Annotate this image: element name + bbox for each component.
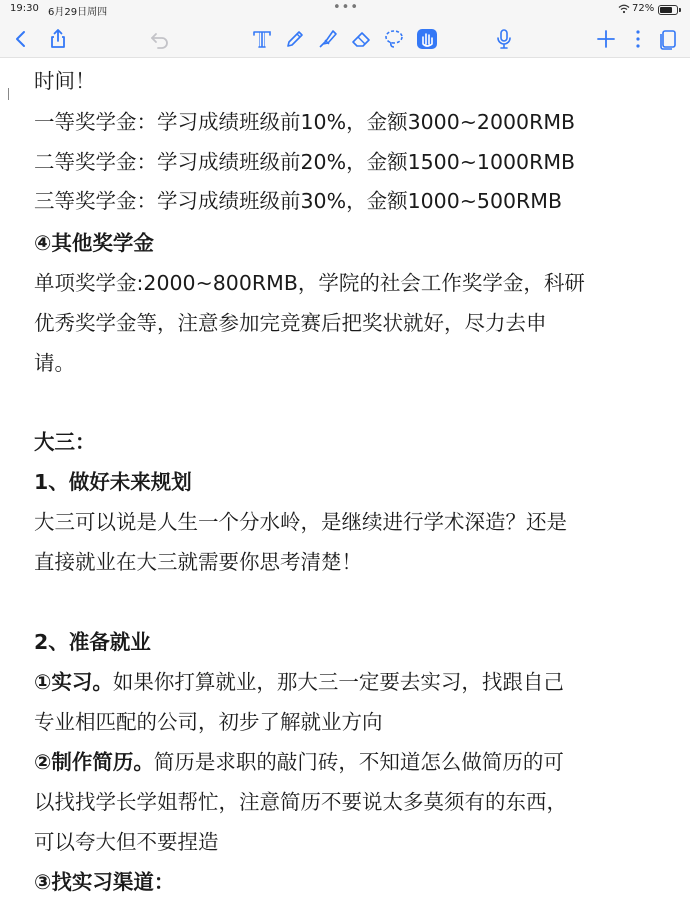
undo-icon[interactable] <box>148 27 172 51</box>
note-line: 大三可以说是人生一个分水岭，是继续进行学术深造？还是 <box>34 510 567 534</box>
chevron-left-icon[interactable] <box>10 27 34 51</box>
note-line: 时间！ <box>34 69 96 93</box>
microphone-icon[interactable] <box>492 27 516 51</box>
status-bar <box>0 0 690 20</box>
note-heading: 大三： <box>34 430 96 454</box>
note-line: 二等奖学金：学习成绩班级前20%，金额1500~1000RMB <box>34 150 576 174</box>
note-line: 可以夸大但不要捏造 <box>34 830 219 854</box>
battery-percent: 72% <box>632 3 655 14</box>
note-line: 优秀奖学金等，注意参加完竞赛后把奖状就好，尽力去申 <box>34 311 547 335</box>
note-line: 一等奖学金：学习成绩班级前10%，金额3000~2000RMB <box>34 110 576 134</box>
eraser-icon[interactable] <box>349 27 373 51</box>
pages-icon[interactable] <box>656 27 680 51</box>
pen-icon[interactable] <box>283 27 307 51</box>
note-heading: 1、做好未来规划 <box>34 470 192 494</box>
plus-icon[interactable] <box>594 27 618 51</box>
margin-mark <box>8 88 9 100</box>
lasso-icon[interactable] <box>382 27 406 51</box>
note-line: ①实习。如果你打算就业，那大三一定要去实习，找跟自己 <box>34 670 564 694</box>
note-line: 专业相匹配的公司，初步了解就业方向 <box>34 710 383 734</box>
note-heading: ③找实习渠道： <box>34 870 175 894</box>
multitasking-dots-icon[interactable]: ••• <box>333 0 360 15</box>
note-line: ②制作简历。简历是求职的敲门砖，不知道怎么做简历的可 <box>34 750 564 774</box>
more-icon[interactable] <box>626 27 650 51</box>
note-line: 三等奖学金：学习成绩班级前30%，金额1000~500RMB <box>34 189 563 213</box>
battery-icon <box>658 5 678 15</box>
note-line: 直接就业在大三就需要你思考清楚！ <box>34 550 362 574</box>
note-line: 请。 <box>34 351 75 375</box>
note-heading: 2、准备就业 <box>34 630 151 654</box>
note-line: 以找找学长学姐帮忙，注意简历不要说太多莫须有的东西， <box>34 790 567 814</box>
status-date: 6月29日周四 <box>48 7 108 18</box>
highlighter-icon[interactable] <box>316 27 340 51</box>
text-tool-icon[interactable] <box>250 27 274 51</box>
status-time: 19:30 <box>10 3 39 14</box>
wifi-icon <box>618 4 630 14</box>
note-toolbar <box>0 20 690 58</box>
note-line: 单项奖学金:2000~800RMB，学院的社会工作奖学金，科研 <box>34 271 585 295</box>
share-icon[interactable] <box>46 27 70 51</box>
finger-draw-icon[interactable] <box>415 27 439 51</box>
note-heading: ④其他奖学金 <box>34 231 154 255</box>
